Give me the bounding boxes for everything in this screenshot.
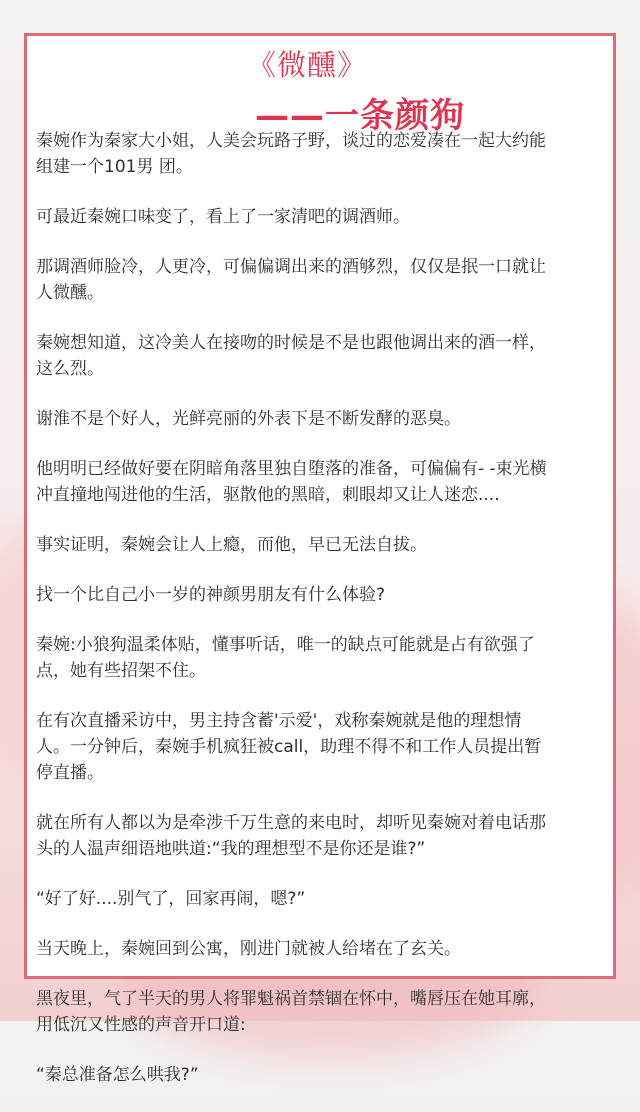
paragraph: 秦婉作为秦家大小姐，人美会玩路子野，谈过的恋爱凑在一起大约能 组建一个101男 团。 [36, 131, 546, 177]
book-subtitle: ——一条颜狗 [255, 96, 465, 136]
text-card [24, 33, 616, 1085]
paragraph: 秦婉想知道，这冷美人在接吻的时候是不是也跟他调出来的酒一样， 这么烈。 [36, 333, 546, 379]
paragraph: 找一个比自己小一岁的神颜男朋友有什么体验? [36, 585, 386, 605]
book-title: 《微醺》 [247, 48, 368, 82]
paragraph: “秦总准备怎么哄我?” [36, 1065, 199, 1085]
paragraph: 那调酒师脸冷，人更冷，可偏偏调出来的酒够烈，仅仅是抿一口就让 人微醺。 [36, 257, 546, 303]
paragraph: 黑夜里，气了半天的男人将罪魁祸首禁锢在怀中，嘴唇压在她耳廓， 用低沉又性感的声音开口道: [36, 989, 546, 1035]
paragraph: 秦婉:小狼狗温柔体贴，懂事听话，唯一的缺点可能就是占有欲强了 点，她有些招架不住。 [36, 635, 535, 681]
paragraph: “好了好....别气了，回家再闹，嗯?” [36, 889, 306, 909]
paragraph: 可最近秦婉口味变了，看上了一家清吧的调酒师。 [36, 207, 410, 227]
paragraph: 他明明已经做好要在阴暗角落里独自堕落的准备，可偏偏有- -束光横 冲直撞地闯进他的生活，驱散他的黑暗，刺眼却又让人迷恋.... [36, 459, 547, 505]
paragraph: 谢淮不是个好人，光鲜亮丽的外表下是不断发酵的恶臭。 [36, 409, 461, 429]
paragraph: 事实证明，秦婉会让人上瘾，而他，早已无法自拔。 [36, 535, 427, 555]
paragraph: 就在所有人都以为是牵涉千万生意的来电时，却听见秦婉对着电话那 头的人温声细语地哄道:“我的理想型不是你还是谁?” [36, 813, 546, 859]
title-block [27, 40, 613, 136]
paragraph: 在有次直播采访中，男主持含蓄'示爱'，戏称秦婉就是他的理想情 人。一分钟后，秦婉手机疯狂被call，助理不得不和工作人员提出暂 停直播。 [36, 711, 542, 783]
paragraph: 当天晚上，秦婉回到公寓，刚进门就被人给堵在了玄关。 [36, 939, 461, 959]
synopsis-text [36, 128, 608, 1112]
